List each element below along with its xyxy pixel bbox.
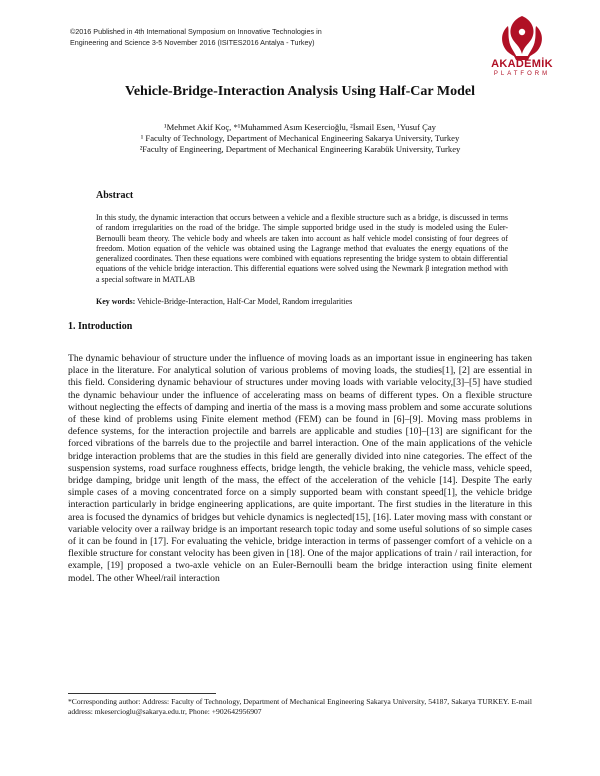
abstract-heading: Abstract — [96, 190, 134, 201]
keywords — [96, 297, 352, 306]
section-heading-introduction: 1. Introduction — [68, 321, 133, 332]
affiliation-1: ¹ Faculty of Technology, Department of Mechanical Engineering Sakarya University, Turkey — [140, 133, 460, 143]
affiliation-2: ²Faculty of Engineering, Department of Mechanical Engineering Karabük University, Turkey — [139, 144, 461, 154]
publication-line-1: ©2016 Published in 4th International Symposium on Innovative Technologies in — [70, 27, 322, 36]
keywords-text: Vehicle-Bridge-Interaction, Half-Car Model, Random irregularities — [135, 297, 353, 306]
publication-header — [70, 27, 410, 48]
introduction-text: The dynamic behaviour of structure under the influence of moving loads as an important issue in engineering has taken place in the literature. For analytical solution of various problems of moving loads, the studies[1], [2] are essential in this field. Considering dynamic behaviour of structures under moving loads with variable velocity,[3]–[5] have studied the dynamic behaviour under the influence of accelerating mass on beams of different types. On a flexible structure without neglecting the effects of damping and inertia of the mass is a moving mass problem and some accurate solutions of these kind of problems using Finite element method (FEM) can be found in [6]–[9]. Moving mass problems in defence systems, for the interaction projectile and barrels are applicable and studies [10]–[13] are significant for the forced vibrations of the barrels due to the projectile and barrel interaction. One of the main applications of the vehicle bridge interaction problems that are the studies in this field are generally divided into nine categories. The effect of the suspension systems, road surface roughness effects, bridge length, the vehicle braking, the vehicle mass, vehicle speed, bridge damping, bridge unit length of the mass, the effect of the acceleration of the vehicle [14]. Despite The early simple cases of a moving concentrated force on a simply supported beam with constant speed[1], the vehicle bridge interaction particularly in bridge engineering applications, are quite important. The first studies in the literature in this area is focused the dynamics of bridges but vehicle dynamics is neglected[15], [16]. Later moving mass with constant or variable velocity over a railway bridge is an important research topic today and some useful solutions of so simple cases of it can be found in [17]. For evaluating the vehicle, bridge interaction in terms of passenger comfort of a vehicle on a flexible structure for constant velocity has been given in [18]. One of the major applications of train / rail interaction, for example, [19] proposed a two-axle vehicle on an Euler-Bernoulli beam the bridge interaction using finite element model. The other Wheel/rail interaction — [68, 353, 532, 584]
author-block — [0, 122, 600, 155]
corresponding-author-footnote: *Corresponding author: Address: Faculty of Technology, Department of Mechanical Engineering Sakarya University, 54187, Sakarya TURKEY. E-mail address: mkesercioglu@sakarya.edu.tr, Phone: +902642956907 — [68, 697, 532, 716]
logo-name: AKADEMİK — [491, 58, 553, 70]
abstract-text: In this study, the dynamic interaction that occurs between a vehicle and a flexible structure such as a bridge, is discussed in terms of random irregularities on the road of the bridge. The simple supported bridge used in the study is modeled using the Euler-Bernoulli beam theory. The vehicle body and wheels are taken into account as half vehicle model consisting of four degrees of freedom. Motion equation of the vehicle was obtained using the Lagrange method that evaluates the energy equations of the generalized coordinates. Then these equations were combined with equations representing the bridge system to obtain differential equations of the vehicle bridge interaction. This differential equations were solved using the Newmark β integration method with a special software in MATLAB — [96, 213, 508, 284]
author-names: ¹Mehmet Akif Koç, *¹Muhammed Asım Kesercioğlu, ²İsmail Esen, ¹Yusuf Çay — [164, 122, 436, 132]
publication-line-2: Engineering and Science 3-5 November 2016 (ISITES2016 Antalya - Turkey) — [70, 37, 315, 47]
keywords-label: Key words: — [96, 297, 136, 306]
footnote-divider — [68, 693, 216, 694]
paper-title: Vehicle-Bridge-Interaction Analysis Using Half-Car Model — [125, 84, 475, 99]
logo-subtitle: PLATFORM — [493, 71, 551, 77]
